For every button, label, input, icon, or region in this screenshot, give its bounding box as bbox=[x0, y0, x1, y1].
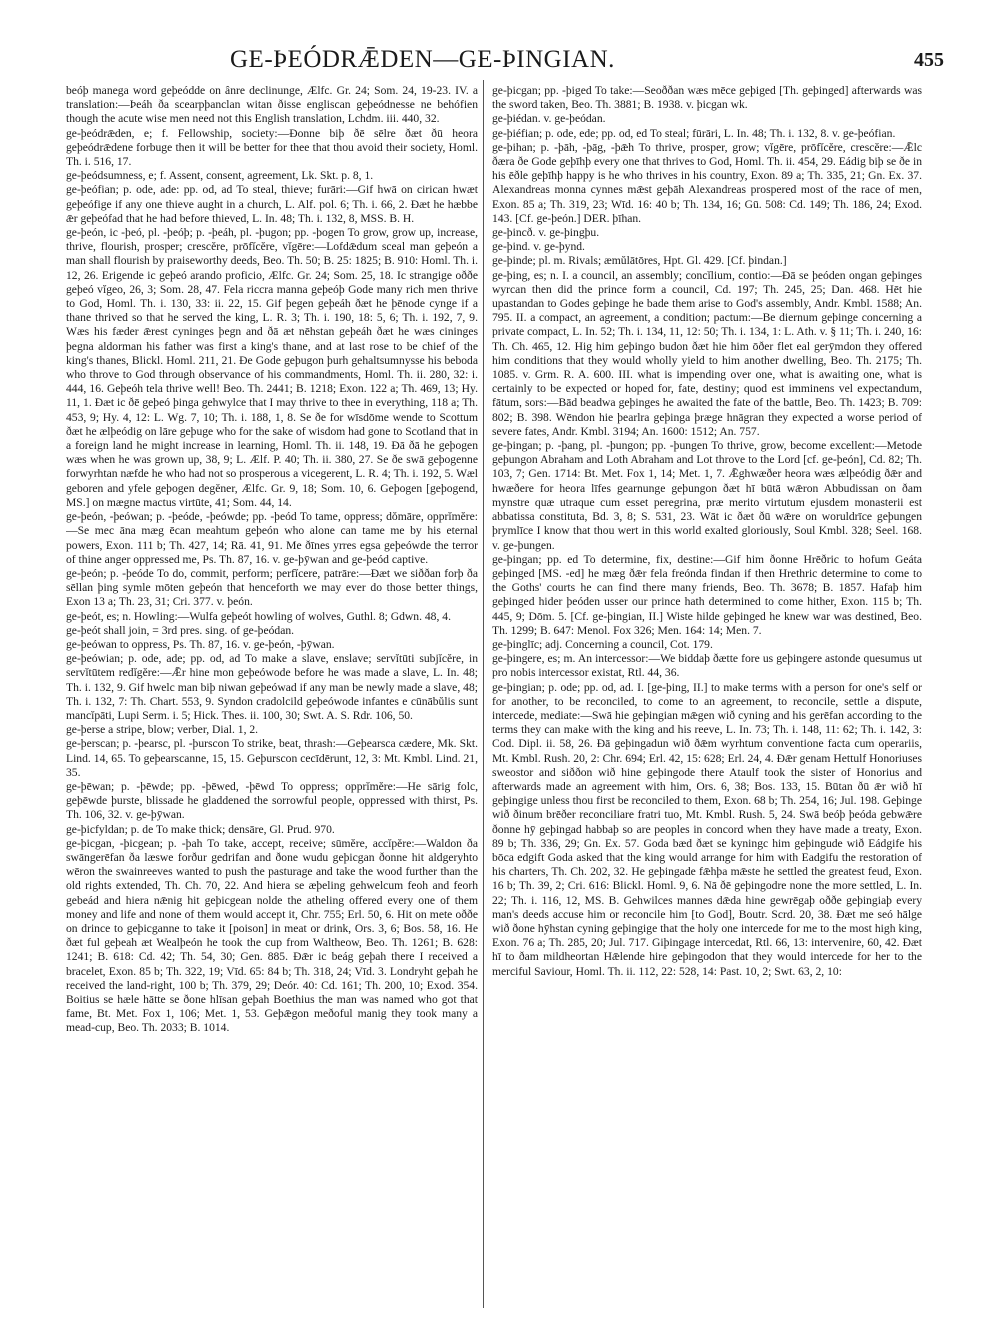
dictionary-entry: ge-þiéfian; p. ode, ede; pp. od, ed To steal; fūrāri, L. In. 48; Th. i. 132, 8. v. ge-þeófian. bbox=[492, 126, 896, 140]
right-column bbox=[492, 84, 922, 1304]
dictionary-entry: ge-þingian; p. ode; pp. od, ad. I. [ge-þing, II.] to make terms with a person for one's self or for another, to be reconciled, to come to an agreement, to reconcile, settle a dispute, intercede, mediate:—Swā hie geþingian mǣgen wið cyning and his gerēfan according to the terms they can make with the king and his reeve, L. In. 73; Th. i. 148, 11: 62; Th. i. 142, 3: Cod. Dipl. ii. 58, 26. Ðā geþingadun wið ðǣm wyrhtum conventione facta cum operariis, Mt. Kmbl. Rush. 20, 2: Chr. 694; Erl. 42, 15: 628; Erl. 24, 4. Ðǣr genam Hettulf Honoriuses sweostor and siððon wið hine geþingode there Ataulf took the sister of Honorius and afterwards made an agreement with him, Ors. 6, 38; Bos. 133, 15. Būtan ðū ǣr wið hī geþingige unless thou first be reconciled to them, Exon. 68 b; Th. 254, 16; Jul. 198. Geþinge wið ðinum brēðer reconciliare fratri tuo, Mt. Kmbl. Rush. 5, 24. Swā beóþ þeóda gebwǣre ðonne hȳ geþingad habbaþ so are peoples in concord when they have made a treaty, Exon. 89 b; Th. 336, 29; Gn. Ex. 57. Goda bæd ðæt se kyningc him geþingude wið Eádgife his bōca edgift Goda asked that the king would arrange for him with Eadgifu the restoration of his charters, Th. Ch. 202, 32. He geþingade fǣhþa mǣste he settled the greatest feud, Exon. 16 b; Th. 39, 2; Cri. 616: Blickl. Homl. 9, 6. Nā ðē geþingodre none the more settled, L. In. 22; Th. i. 116, 12, MS. B. Gehwilces mannes dǣda hine gewrēgaþ oððe geþingiaþ every man's deeds accuse him or reconcile him [to God], Boutr. Scrd. 20, 38. Ðæt me seó hālge wið ðone hȳhstan cyning geþingige that the holy one intercede for me to the most high king, Exon. 76 a; Th. 285, 20; Jul. 717. Giþingage intercedat, Rtl. 66, 13: intervenire, 60, 42. Ðæt hī to ðam mildheortan Hǣlende hire geþingodon that they would intercede for her to the merciful Saviour, Homl. Th. ii. 112, 22: 528, 14: Past. 10, 2; Swt. 63, 2, 10: bbox=[492, 680, 922, 978]
dictionary-entry: ge-þingan; p. -þang, pl. -þungon; pp. -þungen To thrive, grow, become excellent:—Metode geþungon Abraham and Loth Abraham and Lot throve to the Lord [cf. ge-þeón], Cd. 82; Th. 103, 7; Gen. 1714: Bt. Met. Fox 1, 14; Met. 1, 7. Ǣghwæðer heora wæs ælþeódig ðǣr and hwæðere for heora līfes gearnunge geþungon ðæt hī būtā wǣron Abbudissan on ðam mynstre quæ utraque cum esset peregrina, præ merito virtutum ejusdem monasterii est abbatissa constituta, Bd. 3, 8; S. 531, 23. Wāt ic ðæt ðū wǣre on woruldrīce geþungen þrymlīce I know that thou wert in this world exalted gloriously, Soul Kmbl. 328; Seel. 168. v. ge-þungen. bbox=[492, 439, 922, 552]
dictionary-entry: ge-þeón; p. -þeóde To do, commit, perform; perfĭcere, patrāre:—Ðæt we siððan forþ ða sēllan þing symle mōten geþeón that henceforth we may ever do those better things, Exon 13 a; Th. 23, 31; Cri. 377. v. þeón. bbox=[66, 566, 478, 609]
dictionary-entry: ge-þeón, ic -þeó, pl. -þeóþ; p. -þeáh, pl. -þugon; pp. -þogen To grow, grow up, increase, thrive, flourish, prosper; crescĕre, prōfĭcĕre, vĭgēre:—Lofdǣdum sceal man geþeón a man shall flourish by praiseworthy deeds, Beo. Th. 50; B. 25: 1825; B. 910: Homl. Th. i. 12, 26. Erigende ic geþeó arando proficio, Ælfc. Gr. 24; Som. 25, 18. Ic strangige oððe geþeó vĭgeo, 26, 3; Som. 28, 47. Fela riccra manna geþeóþ Gode many rich men thrive to God, Homl. Th. i. 130, 33: ii. 22, 15. Gif þegen geþeáh ðæt he þēnode cynge if a thane thrived so that he served the king, L. R. 3; Th. i. 190, 18: 5, 6; Th. i. 192, 7, 9. Wæs his fæder ǣrest cyninges þegn and ðā æt nēhstan geþeáh ðæt he wæs cininges þegna aldorman his father was first a king's thane, and at last rose to be chief of the king's thanes, Blickl. Homl. 211, 21. Ðe Gode geþugon þurh gehaltsumnysse his beboda who throve to God through observance of his commandments, Homl. Th. ii. 280, 32: i. 444, 16. Geþeóh tela thrive well! Beo. Th. 2441; B. 1218; Exon. 122 a; Th. 469, 13; Hy. 11, 1. Ðæt ic ðē geþeó þinga gehwylce that I may thrive to thee in everything, 118 a; Th. 453, 9; Hy. 4, 12: L. Wg. 7, 10; Th. i. 188, 1, 8. Se ðe for wīsdōme wende to Scottum ðæt he ælþeódig on lāre geþuge who for the sake of wisdom had gone to Scotland that in a foreign land he might increase in learning, Homl. Th. ii. 148, 19. Ðā ðā he geþogen wæs when he was grown up, 38, 9; L. Ælf. P. 40; Th. ii. 380, 27. Se ðe swā geþogenne forwyrhtan næfde he who had not so prosperous a vicegerent, L. R. 4; Th. i. 192, 5. Wæl geboren and yfele geþogen degĕner, Ælfc. Gr. 9, 18; Som. 10, 6. Geþogen [geþogend, MS.] on mægne mactus virtūte, 41; Som. 44, 14. bbox=[66, 226, 478, 509]
column-divider bbox=[483, 80, 484, 1308]
dictionary-entry: ge-þeódrǣden, e; f. Fellowship, society:—Ðonne biþ ðē sēlre ðæt ðū heora geþeódrǣdene forbuge then it will be better for thee that thou avoid their society, Homl. Th. i. 516, 17. bbox=[66, 126, 478, 169]
dictionary-entry: ge-þingere, es; m. An intercessor:—We biddaþ ðætte fore us geþingere astonde quesumus ut pro nobis intercessor existat, Rtl. 44, 36. bbox=[492, 652, 922, 680]
dictionary-entry: beóþ manega word geþeódde on ânre declinunge, Ælfc. Gr. 24; Som. 24, 19-23. IV. a translation:—Þeáh ða scearpþanclan witan ðisse engliscan geþeódnesse ne behófien though the acute wise men need not this English translation, Lchdm. iii. 440, 32. bbox=[66, 84, 478, 126]
dictionary-entry: ge-þerscan; p. -þearsc, pl. -þurscon To strike, beat, thrash:—Geþearsca cædere, Mk. Skt. Lind. 14, 65. To geþearscanne, 15, 15. Geþurscon cecīdērunt, 12, 3: Mt. Kmbl. Lind. 21, 35. bbox=[66, 737, 478, 779]
dictionary-entry: ge-þincð. v. ge-þingþu. bbox=[492, 226, 600, 240]
dictionary-entry: ge-þingan; pp. ed To determine, fix, destine:—Gif him ðonne Hrēðric to hofum Geáta geþinged [MS. -ed] he mæg ðǣr fela freónda findan if then Hrethric determine to come to the Goths' courts he can find there many friends, Beo. Th. 3678; B. 1857. Hafaþ him geþinged hider þeóden usser our prince hath determined to come hither, Exon. 115 b; Th. 445, 9; Dōm. 5. [Cf. ge-þingian, II.] Wiste hilde geþinged he knew war was destined, Beo. Th. 1299; B. 647: Menol. Fox 326; Men. 164: 14; Men. 7. bbox=[492, 552, 922, 637]
dictionary-entry: ge-þeófian; p. ode, ade: pp. od, ad To steal, thieve; furāri:—Gif hwā on cirican hwæt geþeófige if any one thieve aught in a church, L. Alf. pol. 6; Th. i. 66, 2. Ðæt he hæbbe ǣr geþeófad that he had before thieved, L. In. 48; Th. i. 132, 8, MSS. B. H. bbox=[66, 183, 478, 225]
dictionary-entry: ge-þeówan to oppress, Ps. Th. 87, 16. v. ge-þeón, -þȳwan. bbox=[66, 637, 335, 651]
page-number: 455 bbox=[914, 49, 944, 71]
running-head: GE-ÞEÓDRǢDEN—GE-ÞINGIAN. bbox=[230, 46, 615, 73]
dictionary-entry: ge-þerse a stripe, blow; verber, Dial. 1, 2. bbox=[66, 723, 259, 737]
dictionary-entry: ge-þeón, -þeówan; p. -þeóde, -þeówde; pp. -þeód To tame, oppress; dŏmāre, opprĭmĕre:—Se mec āna mæg ēcan meahtum geþeón who alone can tame me by his eternal powers, Exon. 111 b; Th. 427, 14; Rā. 41, 91. Me ðīnes yrres egsa geþeówde the terror of thine anger oppressed me, Ps. Th. 87, 16. v. ge-þȳwan and ge-þeód captive. bbox=[66, 510, 478, 566]
dictionary-entry: ge-þiédan. v. ge-þeódan. bbox=[492, 112, 606, 126]
dictionary-entry: ge-þicgan, -þicgean; p. -þah To take, accept, receive; sūmĕre, accĭpĕre:—Waldon ða swāngerēfan ða læswe forður gedrifan and ðone wudu geþicgan ðonne hit aldgeryhto wēron the swainreeves wanted to push the pasturage and take the wood further than the old rights extended, Th. Ch. 70, 22. And hiera se æþeling gehwelcum feoh and feorh gebeád and hiera nǣnig hit geþicgean nolde the atheling offered every one of them money and life and none of them would accept it, Chr. 755; Erl. 50, 6. Hit on mete oððe on drince to geþicganne to take it [poison] in meat or drink, Ors. 3, 6; Bos. 58, 16. He ðæt ful geþeah æt Wealþeón he took the cup from Waltheow, Beo. Th. 1261; B. 628: 1241; B. 618: Cd. 42; Th. 54, 30; Gen. 885. Ðǣr ic beág geþah there I received a bracelet, Exon. 85 b; Th. 322, 19; Vīd. 65: 84 b; Th. 318, 24; Vīd. 3. Londryht geþah he received the land-right, 100 b; Th. 379, 29; Deór. 40: Cd. 161; Th. 200, 10; Exod. 354. Boitius se hæle hātte se ðone hlīsan geþah Boethius the man was named who got that fame, Bt. Met. Fox 1, 106; Met. 1, 53. Geþǣgon meðoful manig they took many a mead-cup, Beo. Th. 2033; B. 1014. bbox=[66, 836, 478, 1035]
dictionary-entry: ge-þēwan; p. -þēwde; pp. -þēwed, -þēwd To oppress; opprĭmĕre:—He sārig folc, geþēwde þurste, blissade he gladdened the sorrowful people, oppressed with thirst, Ps. Th. 106, 32. v. ge-þȳwan. bbox=[66, 779, 478, 822]
dictionary-entry: ge-þeódsumness, e; f. Assent, consent, agreement, Lk. Skt. p. 8, 1. bbox=[66, 169, 374, 183]
dictionary-entry: ge-þinglīc; adj. Concerning a council, Cot. 179. bbox=[492, 637, 713, 651]
dictionary-entry: ge-þihan; p. -þāh, -þāg, -þǣh To thrive, prosper, grow; vĭgēre, prōfĭcĕre, crescĕre:—Ǣlc ðæra ðe Gode geþīhþ every one that thrives to God, Homl. Th. ii. 454, 29. Eádig biþ se ðe in his ēðle geþīhþ happy is he who thrives in his country, Exon. 89 a; Th. 335, 21; Gn. Ex. 37. Alexandreas monna cynnes mǣst geþāh Alexandreas prospered most of the race of men, Exon. 85 a; Th. 319, 23; Wīd. 16: 40 b; Th. 134, 16; Gū. 508: Cd. 149; Th. 186, 24; Exod. 143. [Cf. ge-þeón.] DER. þīhan. bbox=[492, 140, 922, 225]
left-column bbox=[66, 84, 478, 1304]
dictionary-entry: ge-þind. v. ge-þynd. bbox=[492, 240, 585, 254]
dictionary-entry: ge-þeówian; p. ode, ade; pp. od, ad To make a slave, enslave; servĭtūti subjĭcĕre, in servĭtūtem redĭgĕre:—Ǣr hine mon geþeówode before he was made a slave, L. In. 48; Th. i. 132, 9. Gif hwelc man biþ niwan geþeówad if any man be newly made a slave, 48; Th. i. 132, 7: Th. Chart. 553, 9. Syndon cradolcild geþeówode infantes e cūnābŭlis sunt mancĭpāti, Lupi Serm. i. 5; Hick. Thes. ii. 100, 30; Swt. A. S. Rdr. 106, 50. bbox=[66, 652, 478, 722]
dictionary-entry: ge-þinde; pl. m. Rivals; æmŭlātōres, Hpt. Gl. 429. [Cf. þindan.] bbox=[492, 254, 787, 268]
dictionary-entry: ge-þeót shall join, = 3rd pres. sing. of ge-þeódan. bbox=[66, 623, 295, 637]
dictionary-entry: ge-þicgan; pp. -þiged To take:—Seoððan wæs mēce geþiged [Th. geþinged] afterwards was the sword taken, Beo. Th. 3881; B. 1938. v. þicgan wk. bbox=[492, 84, 922, 112]
dictionary-entry: ge-þing, es; n. I. a council, an assembly; concĭlium, contio:—Ðā se þeóden ongan geþinges wyrcan then did the prince form a council, Cd. 197; Th. 245, 25; Dan. 468. Hēt hie upastandan to Godes geþinge he bade them arise to God's assembly, Andr. Kmbl. 1588; An. 795. II. a compact, an agreement, a condition; pactum:—Be diernum geþinge concerning a private compact, L. In. 52; Th. i. 134, 11, 12: 50; Th. i. 134, 1: L. Ath. v. § 11; Th. i. 240, 16: Th. Ch. 465, 12. Hig him geþingo budon ðæt hie him ōðer flet eal gerȳmdon they offered him conditions that they would wholly yield to him another dwelling, Beo. Th. 2175; Th. 1085. v. Grm. R. A. 600. III. what is impending over one, what is awaiting one, what is certainly to be expected or hoped for, fate, destiny; quod est imminens vel expectandum, fātum, sors:—Bād beadwa geþinges he awaited the fate of the battle, Beo. Th. 1423; B. 709: 802; B. 398. Wēndon hie þearlra geþinga þræge hnāgran they expected a worse period of severe fates, Andr. Kmbl. 3194; An. 1600: 1512; An. 757. bbox=[492, 268, 922, 438]
dictionary-entry: ge-þicfyldan; p. de To make thick; densāre, Gl. Prud. 970. bbox=[66, 822, 335, 836]
dictionary-entry: ge-þeót, es; n. Howling:—Wulfa geþeót howling of wolves, Guthl. 8; Gdwn. 48, 4. bbox=[66, 609, 451, 623]
